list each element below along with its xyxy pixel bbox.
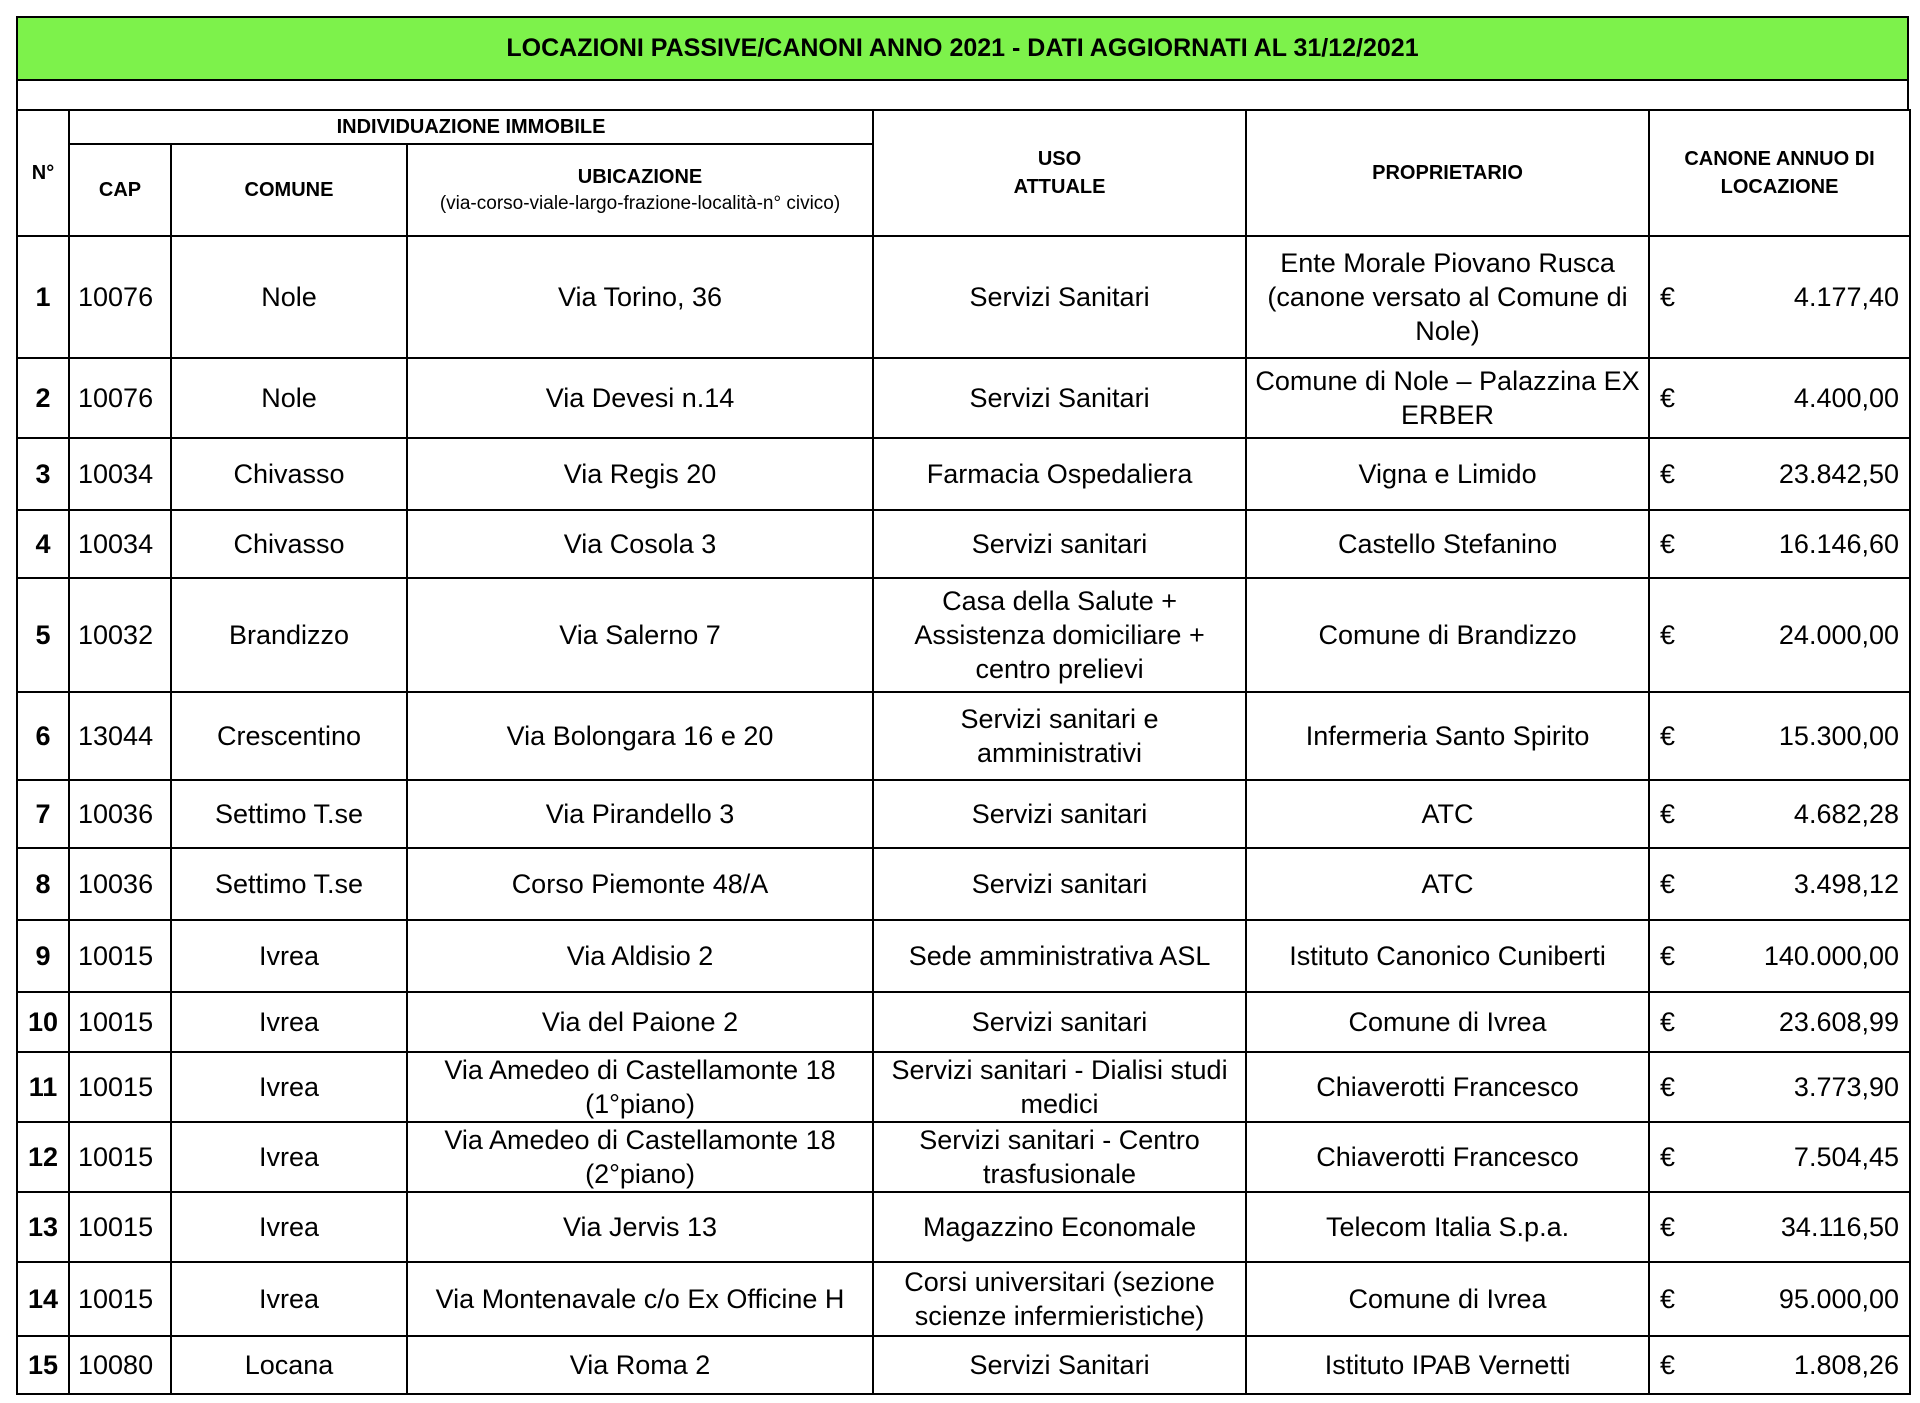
canone-value: 4.682,28 [1793,799,1900,829]
euro-symbol: € [1660,799,1676,829]
cap-cell: 10015 [69,1262,171,1336]
table-row [17,1192,1910,1262]
ubicazione-cell: Via Cosola 3 [407,510,873,578]
cap-cell: 10015 [69,1122,171,1192]
ubicazione-cell: Via Devesi n.14 [407,358,873,438]
header-canone-line1: CANONE ANNUO DI [1684,148,1875,170]
canone-value: 4.177,40 [1793,282,1900,312]
proprietario-cell: Comune di Brandizzo [1246,578,1649,692]
uso-cell: Magazzino Economale [873,1192,1246,1262]
ubicazione-cell: Via Bolongara 16 e 20 [407,692,873,780]
canone-value: 15.300,00 [1778,721,1900,751]
header-uso-line1: USO [1037,148,1082,170]
row-number: 5 [17,578,69,692]
row-number: 1 [17,236,69,358]
uso-cell: Servizi sanitari [873,510,1246,578]
proprietario-cell: Comune di Ivrea [1246,1262,1649,1336]
table-row [17,848,1910,920]
proprietario-cell: Istituto Canonico Cuniberti [1246,920,1649,992]
comune-cell: Ivrea [171,1052,407,1122]
table-title: LOCAZIONI PASSIVE/CANONI ANNO 2021 - DATI AGGIORNATI AL 31/12/2021 [16,16,1909,81]
proprietario-cell: Telecom Italia S.p.a. [1246,1192,1649,1262]
comune-cell: Nole [171,236,407,358]
table-row [17,992,1910,1052]
euro-symbol: € [1660,459,1676,489]
uso-cell: Sede amministrativa ASL [873,920,1246,992]
table-row [17,920,1910,992]
canone-value: 16.146,60 [1778,529,1900,559]
canone-cell [1649,236,1910,358]
uso-cell: Farmacia Ospedaliera [873,438,1246,510]
table-row [17,1262,1910,1336]
header-uso [873,110,1246,236]
cap-cell: 10036 [69,848,171,920]
comune-cell: Settimo T.se [171,780,407,848]
ubicazione-cell: Via Amedeo di Castellamonte 18 (1°piano) [407,1052,873,1122]
euro-symbol: € [1660,1072,1676,1102]
euro-symbol: € [1660,721,1676,751]
comune-cell: Chivasso [171,438,407,510]
header-ubicazione [407,144,873,236]
ubicazione-cell: Via Regis 20 [407,438,873,510]
euro-symbol: € [1660,869,1676,899]
canone-cell [1649,510,1910,578]
proprietario-cell: ATC [1246,780,1649,848]
canone-cell [1649,438,1910,510]
header-comune: COMUNE [171,144,407,236]
canone-cell [1649,848,1910,920]
table-row [17,510,1910,578]
row-number: 10 [17,992,69,1052]
comune-cell: Locana [171,1336,407,1394]
row-number: 9 [17,920,69,992]
canone-cell [1649,578,1910,692]
row-number: 8 [17,848,69,920]
uso-cell: Servizi sanitari - Centro trasfusionale [873,1122,1246,1192]
comune-cell: Nole [171,358,407,438]
header-proprietario: PROPRIETARIO [1246,110,1649,236]
uso-cell: Servizi Sanitari [873,358,1246,438]
cap-cell: 10036 [69,780,171,848]
proprietario-cell: Ente Morale Piovano Rusca (canone versato al Comune di Nole) [1246,236,1649,358]
table-row [17,578,1910,692]
ubicazione-cell: Via Roma 2 [407,1336,873,1394]
table-row [17,692,1910,780]
uso-cell: Servizi sanitari e amministrativi [873,692,1246,780]
uso-cell: Servizi Sanitari [873,1336,1246,1394]
ubicazione-cell: Via Jervis 13 [407,1192,873,1262]
table-row [17,780,1910,848]
proprietario-cell: Istituto IPAB Vernetti [1246,1336,1649,1394]
euro-symbol: € [1660,282,1676,312]
cap-cell: 10015 [69,992,171,1052]
row-number: 11 [17,1052,69,1122]
row-number: 15 [17,1336,69,1394]
comune-cell: Chivasso [171,510,407,578]
proprietario-cell: Chiaverotti Francesco [1246,1052,1649,1122]
proprietario-cell: Vigna e Limido [1246,438,1649,510]
canone-value: 23.608,99 [1778,1007,1900,1037]
canone-value: 3.773,90 [1793,1072,1900,1102]
table-row [17,1122,1910,1192]
canone-value: 7.504,45 [1793,1142,1900,1172]
euro-symbol: € [1660,383,1676,413]
euro-symbol: € [1660,529,1676,559]
canone-value: 4.400,00 [1793,383,1900,413]
table-body [17,236,1910,1394]
ubicazione-cell: Via Pirandello 3 [407,780,873,848]
row-number: 13 [17,1192,69,1262]
cap-cell: 10015 [69,920,171,992]
comune-cell: Ivrea [171,1192,407,1262]
comune-cell: Ivrea [171,1262,407,1336]
proprietario-cell: Infermeria Santo Spirito [1246,692,1649,780]
row-number: 3 [17,438,69,510]
proprietario-cell: Comune di Nole – Palazzina EX ERBER [1246,358,1649,438]
row-number: 2 [17,358,69,438]
canone-cell [1649,358,1910,438]
canone-cell [1649,1262,1910,1336]
cap-cell: 10015 [69,1052,171,1122]
row-number: 7 [17,780,69,848]
uso-cell: Servizi sanitari - Dialisi studi medici [873,1052,1246,1122]
header-cap: CAP [69,144,171,236]
proprietario-cell: ATC [1246,848,1649,920]
uso-cell: Casa della Salute + Assistenza domiciliare + centro prelievi [873,578,1246,692]
ubicazione-cell: Via Amedeo di Castellamonte 18 (2°piano) [407,1122,873,1192]
ubicazione-cell: Via Torino, 36 [407,236,873,358]
row-number: 12 [17,1122,69,1192]
comune-cell: Crescentino [171,692,407,780]
header-ubicazione-sub: (via-corso-viale-largo-frazione-località-n° civico) [439,193,841,214]
comune-cell: Ivrea [171,1122,407,1192]
spreadsheet [16,16,1909,1395]
row-number: 14 [17,1262,69,1336]
header-group-row [17,110,1910,144]
ubicazione-cell: Corso Piemonte 48/A [407,848,873,920]
comune-cell: Ivrea [171,920,407,992]
leases-table [16,109,1911,1395]
canone-cell [1649,1052,1910,1122]
header-canone-line2: LOCAZIONE [1720,176,1839,198]
comune-cell: Settimo T.se [171,848,407,920]
ubicazione-cell: Via del Paione 2 [407,992,873,1052]
canone-value: 3.498,12 [1793,869,1900,899]
row-number: 6 [17,692,69,780]
empty-row [16,81,1909,109]
cap-cell: 10032 [69,578,171,692]
table-row [17,1336,1910,1394]
cap-cell: 13044 [69,692,171,780]
uso-cell: Servizi Sanitari [873,236,1246,358]
row-number: 4 [17,510,69,578]
table-row [17,236,1910,358]
header-uso-line2: ATTUALE [1013,176,1106,198]
canone-cell [1649,992,1910,1052]
euro-symbol: € [1660,620,1676,650]
euro-symbol: € [1660,941,1676,971]
proprietario-cell: Chiaverotti Francesco [1246,1122,1649,1192]
cap-cell: 10034 [69,438,171,510]
cap-cell: 10034 [69,510,171,578]
canone-value: 34.116,50 [1780,1212,1900,1242]
table-row [17,438,1910,510]
canone-value: 95.000,00 [1778,1284,1900,1314]
comune-cell: Brandizzo [171,578,407,692]
cap-cell: 10076 [69,358,171,438]
euro-symbol: € [1660,1284,1676,1314]
proprietario-cell: Comune di Ivrea [1246,992,1649,1052]
uso-cell: Corsi universitari (sezione scienze infermieristiche) [873,1262,1246,1336]
header-canone [1649,110,1910,236]
uso-cell: Servizi sanitari [873,780,1246,848]
canone-cell [1649,920,1910,992]
canone-value: 23.842,50 [1778,459,1900,489]
euro-symbol: € [1660,1350,1676,1380]
canone-value: 24.000,00 [1778,620,1900,650]
comune-cell: Ivrea [171,992,407,1052]
ubicazione-cell: Via Aldisio 2 [407,920,873,992]
canone-cell [1649,780,1910,848]
cap-cell: 10080 [69,1336,171,1394]
canone-cell [1649,692,1910,780]
euro-symbol: € [1660,1007,1676,1037]
canone-cell [1649,1192,1910,1262]
canone-cell [1649,1122,1910,1192]
ubicazione-cell: Via Montenavale c/o Ex Officine H [407,1262,873,1336]
canone-value: 140.000,00 [1763,941,1900,971]
table-row [17,1052,1910,1122]
canone-cell [1649,1336,1910,1394]
uso-cell: Servizi sanitari [873,992,1246,1052]
ubicazione-cell: Via Salerno 7 [407,578,873,692]
cap-cell: 10015 [69,1192,171,1262]
header-ubicazione-title: UBICAZIONE [577,166,703,188]
euro-symbol: € [1660,1212,1676,1242]
header-n: N° [17,110,69,236]
euro-symbol: € [1660,1142,1676,1172]
uso-cell: Servizi sanitari [873,848,1246,920]
proprietario-cell: Castello Stefanino [1246,510,1649,578]
cap-cell: 10076 [69,236,171,358]
header-individuazione: INDIVIDUAZIONE IMMOBILE [69,110,873,144]
canone-value: 1.808,26 [1793,1350,1900,1380]
table-row [17,358,1910,438]
